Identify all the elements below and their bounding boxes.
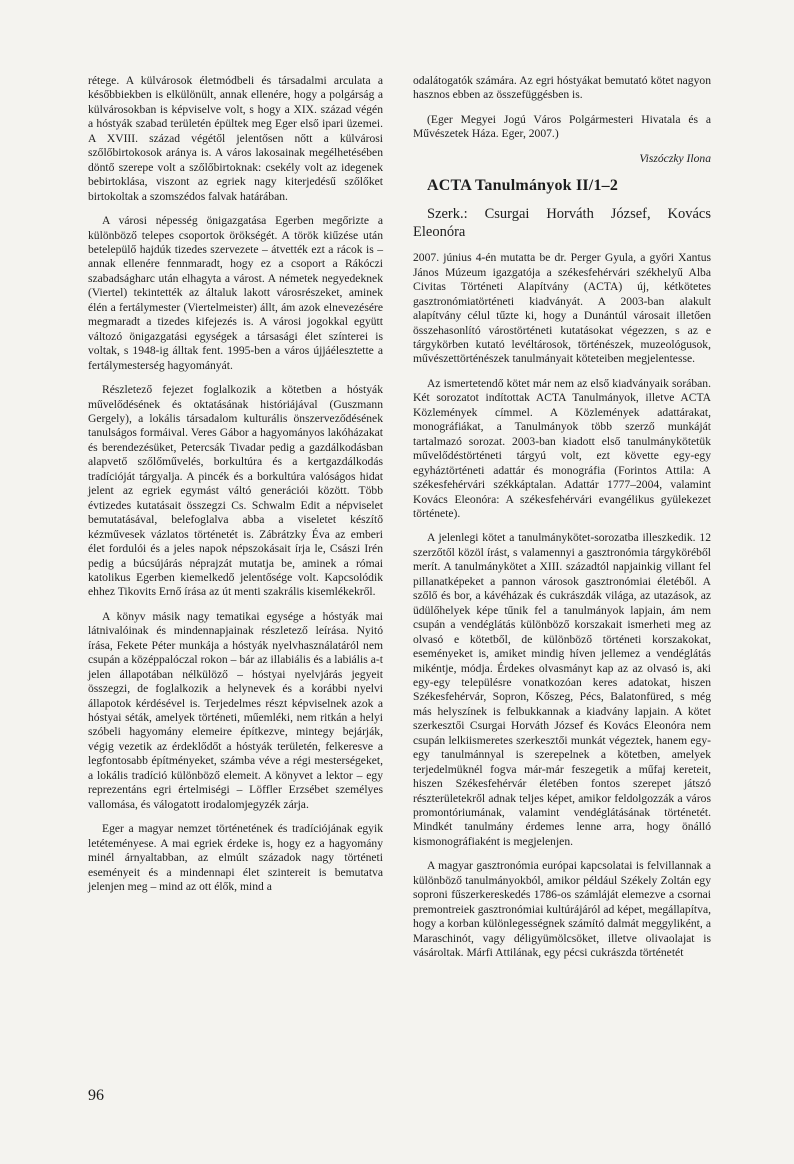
paragraph: Eger a magyar nemzet történetének és tradíciójának egyik letéteményese. A mai egriek érdeke is, hogy ez a hagyomány minél árnyaltabban, az elmúlt századok nagy történeti eseményeit és a mindennapi élet szintereit is bemutatva jelenjen meg – mind az ott élők, mind a xyxy=(88,822,383,894)
review-signature: Viszóczky Ilona xyxy=(639,151,711,165)
paragraph: Részletező fejezet foglalkozik a kötetben a hóstyák művelődésének és oktatásának históriájával (Guszmann Gergely), a lokális társadalom kulturális önszerveződésének tanulságos formáival. Veres Gábor a hagyományos lakóházakat és berendezésüket, Petercsák Tivadar pedig a gazdálkodásban alapvető szőlőművelés, borkultúra és a kertgazdálkodás tradícióját tárgyalja. A pincék és a borkultúra valóságos hidat jelent az egriek egymást váltó generációi között. Több évtizedes kutatásait összegzi Cs. Schwalm Edit a népviselet bemutatásával, belefoglalva abba a viseletet készítő kézművesek vázlatos történetét is. Zábrátzky Éva az emberi élet fordulói és a jeles napok népszokásait írja le, Császi Irén pedig a búcsújárás néprajzát mutatja be, aminek a római katolikus Egerben kiemelkedő jelentősége volt. Kapcsolódik ehhez Tikovits Ernő írása az út menti szakrális kisemlékekről. xyxy=(88,383,383,599)
left-column xyxy=(88,74,383,894)
article-title: ACTA Tanulmányok II/1–2 xyxy=(427,177,619,195)
paragraph: Az ismertetendő kötet már nem az első kiadványaik sorában. Két sorozatot indítottak ACTA Tanulmányok, illetve ACTA Közlemények címmel. A Közlemények adattárakat, monográfiákat, a Tanulmányok több szerző munkáját tartalmazó sorozat. 2003-ban kiadott első tanulmánykötetük művelődéstörténeti tárgyú volt, ezt követte egy-egy egyháztörténeti adattár és monográfia (Forintos Attila: A székesfehérvári székkáptalan. Adattár 1777–2004, valamint Kovács Eleonóra: A székesfehérvári evangélikus gyülekezet története). xyxy=(413,376,711,520)
page-number: 96 xyxy=(88,1087,104,1104)
paragraph: rétege. A külvárosok életmódbeli és társadalmi arculata a későbbiekben is elkülönült, annak ellenére, hogy a polgárság a külvárosokban is képviselve volt, s hogy a XIX. század végén a hóstyák szabad területén épültek meg Eger első ipari üzemei. A XVIII. század végétől jelentősen nőtt a külvárosi szőlőbirtokosok aránya is. A város lakosainak megélhetésében döntő szerepe volt a szőlőbirtoknak: csekély volt az idegenek bebirtoklása, viszont az egriek nagy kiterjedésű szőlőket birtokoltak a szomszédos falvak határában. xyxy=(88,74,383,203)
paragraph: odalátogatók számára. Az egri hóstyákat bemutató kötet nagyon hasznos ebben az összefüggésben is. xyxy=(413,74,711,102)
article-editors: Szerk.: Csurgai Horváth József, Kovács Eleonóra xyxy=(413,206,711,241)
paragraph: 2007. június 4-én mutatta be dr. Perger Gyula, a győri Xantus János Múzeum igazgatója a székesfehérvári székhelyű Alba Civitas Történeti Alapítvány (ACTA) új, kétkötetes gasztronómiatörténeti kiadványát. A 2003-ban alakult alapítvány célul tűzte ki, hogy a Dunántúl városait illetően összehasonlító várostörténeti kutatásokat végezzen, s az e tárgykörben kutató levéltárosok, történészek, muzeológusok, művészettörténészek tanulmányait köteteiben megjelentesse. xyxy=(413,251,711,366)
right-column xyxy=(413,74,711,961)
paragraph: A magyar gasztronómia európai kapcsolatai is felvillannak a különböző tanulmányokból, amikor például Székely Zoltán egy soproni fűszerkereskedés 1786-os számláját elemezve a csornai premontreiek gasztronómiai kultúrájáról ad képet, megállapítva, hogy a korban különlegességnek számító dalmát meggyliként, a Maraschinót, vagy déligyümölcsöket, illetve olivaolajat is vásároltak. Márfi Attilának, egy pécsi cukrászda történetét xyxy=(413,859,711,960)
publication-info: (Eger Megyei Jogú Város Polgármesteri Hivatala és a Művészetek Háza. Eger, 2007.) xyxy=(413,112,711,141)
paragraph: A könyv másik nagy tematikai egysége a hóstyák mai látnivalóinak és mindennapjainak részletező leírása. Nyitó írása, Fekete Péter munkája a hóstyák nyelvhasználatáról nem csupán a középpalóczal rokon – bár az illabiális és a labiális a-t jelen állapotában nélkülöző – hóstyai nyelvjárás jegyeit összegzi, de foglalkozik a helynevek és a korábbi nyelvi állapotok kérdésével is. Terjedelmes részt képviselnek azok a hóstyai séták, amelyek történeti, műemléki, nem ritkán a helyi szóbeli hagyomány elemeire építkezve, mintegy bejárják, végig vezetik az érdeklődőt a hóstyák területén, felkeresve a legfontosabb építményeket, számba véve a régi mesterségeket, a lokális tradíció különböző elemeit. A könyvet a lektor – egy reprezentáns egri értelmiségi – Löffler Erzsébet személyes vallomása, és válogatott irodalomjegyzék zárja. xyxy=(88,609,383,811)
paragraph: A jelenlegi kötet a tanulmánykötet-sorozatba illeszkedik. 12 szerzőtől közöl írást, s valamennyi a gasztronómia tárgyköréből merít. A tanulmánykötet a XIII. századtól napjainkig villant fel pillanatképeket a pannon városok gasztronómiai életéből. A szőlő és bor, a kávéházak és cukrászdák világa, az utazások, az üdülőhelyek képe tűnik fel a tanulmányok lapjain, ám nem csupán a vendéglátás különböző korszakait ismerheti meg az olvasó e kötetből, de különböző történeti korszakokat, eseményeket is, amiket mindig híven jellemez a vendéglátás mikéntje, módja. Érdekes olvasmányt kap az az olvasó is, aki egy-egy településre vonatkozóan keres adatokat, hiszen Székesfehérvár, Sopron, Kőszeg, Pécs, Balatonfüred, s még más helyszínek is felbukkannak a kiadvány lapjain. A kötet szerkesztői Csurgai Horváth József és Kovács Eleonóra nem csupán lelkiismeretes szerkesztői munkát végeztek, hanem egy-egy tanulmánnyal is szerepelnek a kötetben, amelyek terjedelmüknél fogva már-már feszegetik a műfaj kereteit, hiszen Székesfehérvár életében fontos szerepet játszó részterületekről adnak teljes képet, amikor feldolgozzák a város promontóriumának, valamint vendéglátásának történetét. Mindkét tanulmány érdemes lenne arra, hogy önálló kismonográfiaként is megjelenjen. xyxy=(413,531,711,848)
paragraph: A városi népesség önigazgatása Egerben megőrizte a különböző telepes csoportok örökségét. A török kiűzése után betelepülő hajdúk tizedes szervezete – átvették ezt a rácok is – annak ellenére fennmaradt, hogy ez a csoport a Rákóczi szabadságharc után elhagyta a várost. A németek negyedeknek (Viertel) tekintették az általuk lakott városrészeket, aminek élén a fertálymester (Viertelmeister) állt, ám azok elnevezésére megmaradt a tizedes kifejezés is. A városi jogokkal együtt változó önigazgatási egységek a társasági élet színterei is voltak, s 1948-ig álltak fent. 1995-ben a város újjáélesztette a fertálymesterség hagyományát. xyxy=(88,214,383,372)
